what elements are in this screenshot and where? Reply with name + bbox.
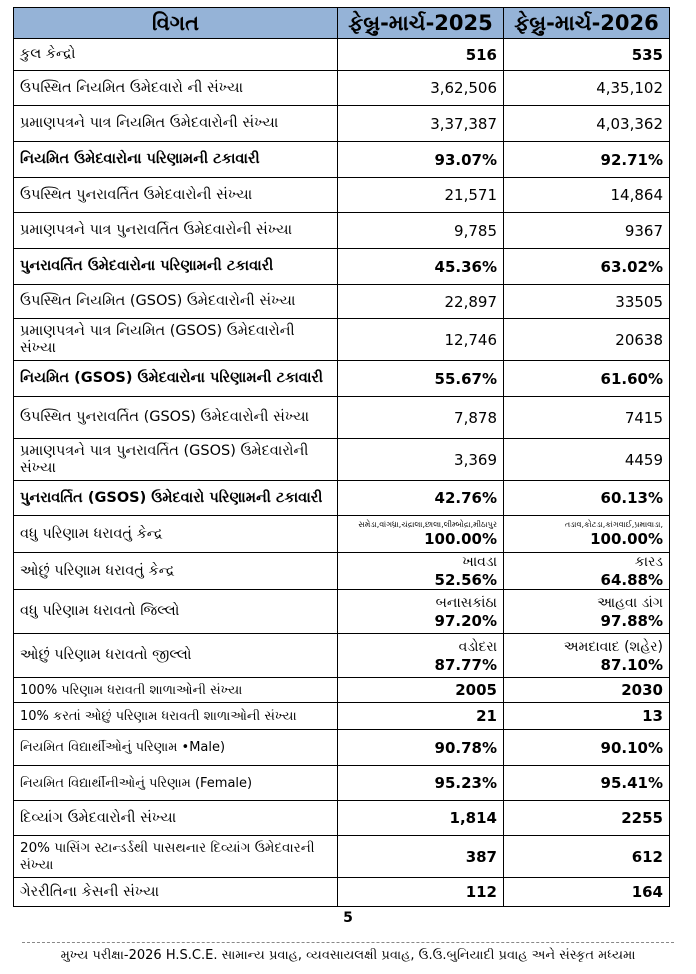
row-label: ઉપસ્થિત નિયમિત ઉમેદવારો ની સંખ્યા: [14, 71, 338, 106]
row-label: દિવ્યાંગ ઉમેદવારોની સંખ્યા: [14, 801, 338, 836]
table-row: [14, 71, 670, 106]
value-2026: 4,03,362: [504, 106, 670, 142]
table-row: [14, 319, 670, 361]
value-2026: 4,35,102: [504, 71, 670, 106]
table-row: [14, 516, 670, 553]
value-2026: 14,864: [504, 178, 670, 213]
row-label: કુલ કેન્દ્રો: [14, 39, 338, 71]
row-label: પ્રમાણપત્રને પાત્ર પુનરાવર્તિત (GSOS) ઉમેદવારોની સંખ્યા: [14, 439, 338, 481]
row-label: ઉપસ્થિત નિયમિત (GSOS) ઉમેદવારોની સંખ્યા: [14, 285, 338, 319]
percentage: 64.88%: [600, 571, 663, 589]
center-name: કારડ: [634, 554, 663, 570]
table-row: [14, 766, 670, 801]
value-2025: 22,897: [338, 285, 504, 319]
value-2025: 1,814: [338, 801, 504, 836]
table-row: [14, 397, 670, 439]
page-footer: મુખ્ય પરીક્ષા-2026 H.S.C.E. સામાન્ય પ્રવાહ, વ્યવસાયલક્ષી પ્રવાહ, ઉ.ઉ.બુનિયાદી પ્રવાહ અને સંસ્કૃત મધ્યમા: [60, 948, 636, 963]
row-label: 10% કરતાં ઓછું પરિણામ ધરાવતી શાળાઓની સંખ્યા: [14, 703, 338, 730]
value-2025: 55.67%: [338, 361, 504, 397]
table-row: [14, 801, 670, 836]
table-row: [14, 481, 670, 516]
percentage: 100.00%: [424, 530, 497, 548]
value-2026: 63.02%: [504, 249, 670, 285]
table-row: [14, 878, 670, 907]
row-label: પુનરાવર્તિત (GSOS) ઉમેદવારો પરિણામની ટકાવારી: [14, 481, 338, 516]
value-2025: [338, 634, 504, 678]
value-2026: 92.71%: [504, 142, 670, 178]
value-2026: 2030: [504, 678, 670, 703]
percentage: 100.00%: [590, 530, 663, 548]
row-label: પ્રમાણપત્રને પાત્ર પુનરાવર્તિત ઉમેદવારોની સંખ્યા: [14, 213, 338, 249]
value-2025: [338, 516, 504, 553]
value-2025: 7,878: [338, 397, 504, 439]
value-2025: 387: [338, 836, 504, 878]
value-2026: [504, 590, 670, 634]
center-names: સમેડા,વાંગધ્રા,ચંદ્રાલા,છાલા,લીમ્બોદ્રા,મીઠાપુર: [358, 520, 497, 529]
row-label: વધુ પરિણામ ધરાવતું કેન્દ્ર: [14, 516, 338, 553]
header-2025: ફેબ્રુ-માર્ચ-2025: [338, 8, 504, 39]
row-label: ગેરરીતિના કેસની સંખ્યા: [14, 878, 338, 907]
value-2025: 21: [338, 703, 504, 730]
value-2025: 90.78%: [338, 730, 504, 766]
table-row: [14, 553, 670, 590]
table-row: [14, 178, 670, 213]
value-2026: 535: [504, 39, 670, 71]
value-2025: 45.36%: [338, 249, 504, 285]
table-row: [14, 142, 670, 178]
value-2026: 20638: [504, 319, 670, 361]
value-2026: 9367: [504, 213, 670, 249]
results-table: [13, 7, 670, 907]
table-row: [14, 249, 670, 285]
row-label: 100% પરિણામ ધરાવતી શાળાઓની સંખ્યા: [14, 678, 338, 703]
value-2026: 33505: [504, 285, 670, 319]
value-2026: [504, 516, 670, 553]
row-label: ઓછું પરિણામ ધરાવતો જીલ્લો: [14, 634, 338, 678]
value-2025: 3,62,506: [338, 71, 504, 106]
table-row: [14, 590, 670, 634]
value-2025: 3,369: [338, 439, 504, 481]
table-row: [14, 106, 670, 142]
row-label: ઉપસ્થિત પુનરાવર્તિત (GSOS) ઉમેદવારોની સંખ્યા: [14, 397, 338, 439]
percentage: 97.88%: [600, 611, 663, 630]
center-name: ખાવડા: [462, 554, 497, 570]
value-2025: 9,785: [338, 213, 504, 249]
value-2025: 3,37,387: [338, 106, 504, 142]
percentage: 87.10%: [600, 655, 663, 674]
percentage: 52.56%: [434, 571, 497, 589]
value-2025: 12,746: [338, 319, 504, 361]
table-row: [14, 730, 670, 766]
row-label: ઓછું પરિણામ ધરાવતું કેન્દ્ર: [14, 553, 338, 590]
value-2026: 4459: [504, 439, 670, 481]
percentage: 97.20%: [434, 611, 497, 630]
table-row: [14, 439, 670, 481]
value-2026: 61.60%: [504, 361, 670, 397]
table-row: [14, 678, 670, 703]
value-2025: 112: [338, 878, 504, 907]
table-row: [14, 361, 670, 397]
value-2025: 2005: [338, 678, 504, 703]
value-2026: 95.41%: [504, 766, 670, 801]
value-2025: 516: [338, 39, 504, 71]
row-label: નિયમિત ઉમેદવારોના પરિણામની ટકાવારી: [14, 142, 338, 178]
value-2025: 21,571: [338, 178, 504, 213]
table-row: [14, 285, 670, 319]
value-2026: 60.13%: [504, 481, 670, 516]
header-2026: ફેબ્રુ-માર્ચ-2026: [504, 8, 670, 39]
percentage: 87.77%: [434, 655, 497, 674]
district-name: વડોદરા: [458, 638, 497, 655]
table-row: [14, 703, 670, 730]
value-2026: 612: [504, 836, 670, 878]
table-row: [14, 634, 670, 678]
value-2026: [504, 553, 670, 590]
row-label: વધુ પરિણામ ધરાવતો જિલ્લો: [14, 590, 338, 634]
header-detail: વિગત: [14, 8, 338, 39]
row-label: પ્રમાણપત્રને પાત્ર નિયમિત (GSOS) ઉમેદવારોની સંખ્યા: [14, 319, 338, 361]
value-2025: 93.07%: [338, 142, 504, 178]
page-number: 5: [343, 910, 353, 926]
row-label: પુનરાવર્તિત ઉમેદવારોના પરિણામની ટકાવારી: [14, 249, 338, 285]
header-row: [14, 8, 670, 39]
value-2025: [338, 590, 504, 634]
row-label: નિયમિત વિદ્યાર્થીનીઓનું પરિણામ (Female): [14, 766, 338, 801]
value-2026: 2255: [504, 801, 670, 836]
value-2026: 90.10%: [504, 730, 670, 766]
district-name: અમદાવાદ (શહેર): [563, 638, 663, 655]
footer-divider: [22, 942, 674, 943]
district-name: બનાસકાંઠા: [435, 594, 497, 611]
row-label: ઉપસ્થિત પુનરાવર્તિત ઉમેદવારોની સંખ્યા: [14, 178, 338, 213]
district-name: આહવા ડાંગ: [597, 594, 663, 611]
center-names: તડાવ,કોટડા,કાંગવાઈ,પ્રમાવાડા,: [564, 520, 663, 529]
row-label: 20% પાસિંગ સ્ટાન્ડર્ડથી પાસથનાર દિવ્યાંગ ઉમેદવારની સંખ્યા: [14, 836, 338, 878]
row-label: પ્રમાણપત્રને પાત્ર નિયમિત ઉમેદવારોની સંખ્યા: [14, 106, 338, 142]
value-2026: 7415: [504, 397, 670, 439]
row-label: નિયમિત (GSOS) ઉમેદવારોના પરિણામની ટકાવારી: [14, 361, 338, 397]
value-2025: [338, 553, 504, 590]
value-2026: 164: [504, 878, 670, 907]
value-2025: 95.23%: [338, 766, 504, 801]
value-2026: [504, 634, 670, 678]
value-2025: 42.76%: [338, 481, 504, 516]
value-2026: 13: [504, 703, 670, 730]
table-row: [14, 213, 670, 249]
table-row: [14, 836, 670, 878]
table-row: [14, 39, 670, 71]
row-label: નિયમિત વિદ્યાર્થીઓનું પરિણામ •Male): [14, 730, 338, 766]
